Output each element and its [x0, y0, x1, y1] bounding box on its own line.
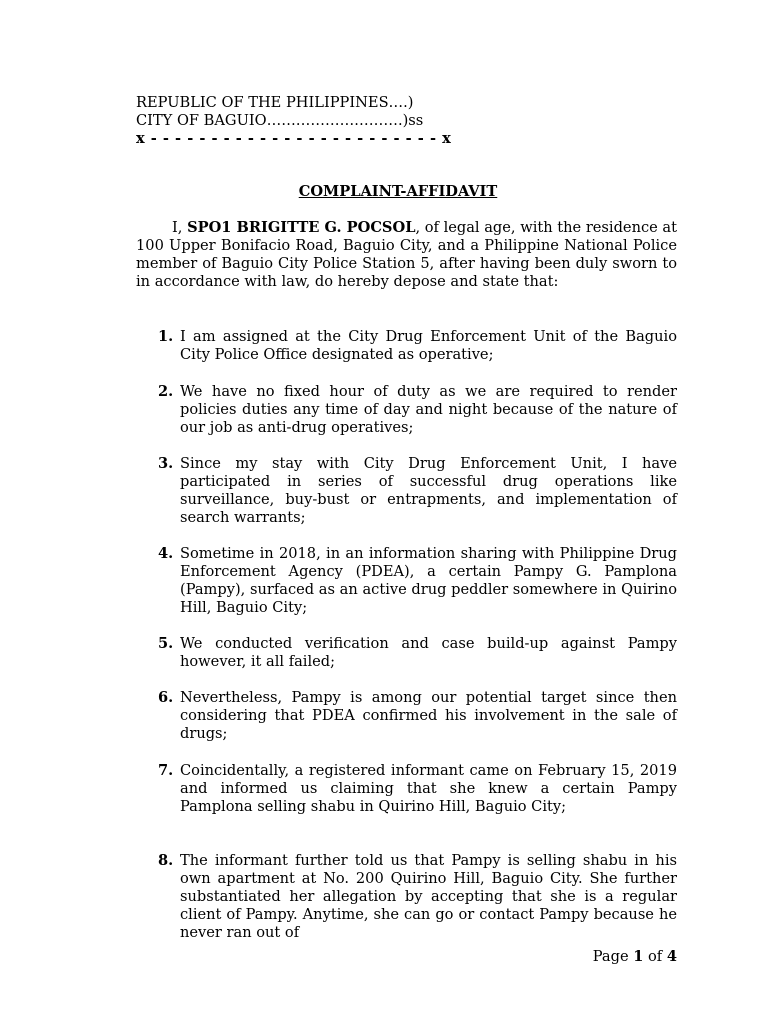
- of-label: of: [643, 948, 667, 965]
- item-text: The informant further told us that Pampy is selling shabu in his own apartment at No. 200 Quirino Hill, Baguio City. She further substantiated her allegation by accepting that she is a regular client of Pampy. Anytime, she can go or contact Pampy because he never ran out of: [180, 852, 677, 941]
- list-item: [136, 383, 677, 437]
- list-item: [136, 852, 677, 942]
- affiant-name: SPO1 BRIGITTE G. POCSOL: [187, 219, 416, 236]
- item-text: Sometime in 2018, in an information sharing with Philippine Drug Enforcement Agency (PDEA), a certain Pampy G. Pamplona (Pampy), surfaced as an active drug peddler somewhere in Quirino Hill, Baguio City;: [180, 545, 677, 616]
- item-text: I am assigned at the City Drug Enforcement Unit of the Baguio City Police Office designated as operative;: [180, 328, 677, 363]
- caption-republic: REPUBLIC OF THE PHILIPPINES….): [136, 94, 414, 111]
- intro-rest: , of legal age, with the residence at 100 Upper Bonifacio Road, Baguio City, and a Philippine National Police member of Baguio City Police Station 5, after having been duly sworn to in accordance with law, do hereby depose and state that:: [136, 219, 677, 290]
- item-number: 1.: [158, 328, 174, 345]
- list-item: [136, 455, 677, 527]
- caption-city: CITY OF BAGUIO……………………….)ss: [136, 112, 424, 129]
- item-text: Coincidentally, a registered informant came on February 15, 2019 and informed us claiming that she knew a certain Pampy Pamplona selling shabu in Quirino Hill, Baguio City;: [180, 762, 677, 815]
- item-number: 4.: [158, 545, 174, 562]
- item-number: 5.: [158, 635, 174, 652]
- item-text: Since my stay with City Drug Enforcement Unit, I have participated in series of successful drug operations like surveillance, buy-bust or entrapments, and implementation of search warrants;: [180, 455, 677, 526]
- document-title: COMPLAINT-AFFIDAVIT: [298, 183, 498, 200]
- case-caption: [136, 94, 451, 148]
- item-number: 8.: [158, 852, 174, 869]
- page-label: Page: [592, 948, 634, 965]
- page-number: [593, 948, 677, 965]
- item-number: 7.: [158, 762, 174, 779]
- caption-separator: x - - - - - - - - - - - - - - - - - - - - - - - - x: [136, 130, 452, 147]
- intro-paragraph: [136, 219, 677, 291]
- item-text: Nevertheless, Pampy is among our potential target since then considering that PDEA confirmed his involvement in the sale of drugs;: [180, 689, 677, 742]
- item-number: 2.: [158, 383, 174, 400]
- list-item: [136, 545, 677, 617]
- item-number: 3.: [158, 455, 174, 472]
- item-number: 6.: [158, 689, 174, 706]
- item-text: We conducted verification and case build-up against Pampy however, it all failed;: [180, 635, 677, 670]
- total-pages: 4: [666, 948, 677, 965]
- list-item: [136, 762, 677, 816]
- list-item: [136, 328, 677, 364]
- intro-prefix: I,: [172, 219, 188, 236]
- current-page: 1: [633, 948, 644, 965]
- list-item: [136, 689, 677, 743]
- list-item: [136, 635, 677, 671]
- item-text: We have no fixed hour of duty as we are required to render policies duties any time of day and night because of the nature of our job as anti-drug operatives;: [180, 383, 677, 436]
